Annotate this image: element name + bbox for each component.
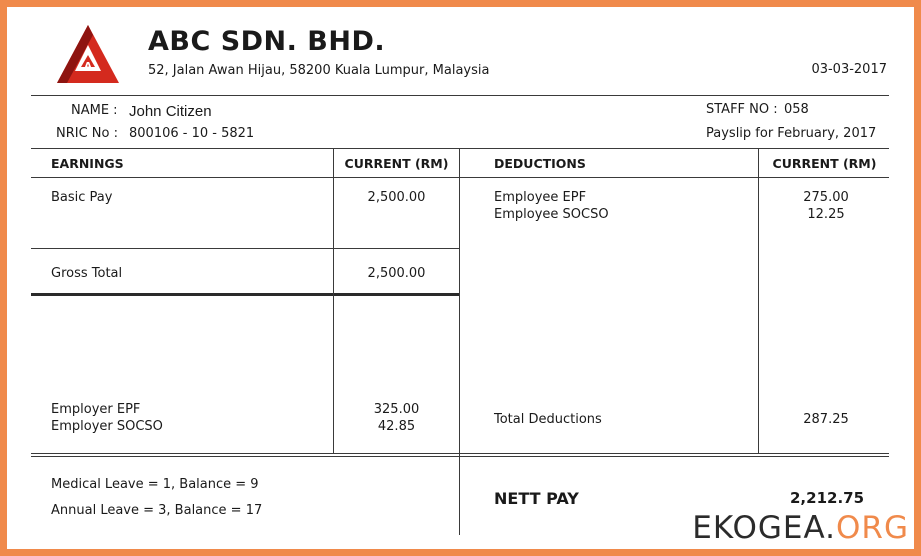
payslip-period: Payslip for February, 2017 (706, 126, 877, 141)
table-bottom-border-1 (31, 453, 889, 454)
nric-label: NRIC No : (56, 126, 118, 141)
table-header-border (31, 177, 889, 178)
employee-socso-label: Employee SOCSO (494, 207, 609, 222)
gross-total-thick-border (31, 293, 460, 296)
company-name: ABC SDN. BHD. (148, 26, 386, 57)
company-address: 52, Jalan Awan Hijau, 58200 Kuala Lumpur, Malaysia (148, 63, 490, 78)
employer-epf-label: Employer EPF (51, 402, 141, 417)
watermark-logo (690, 510, 911, 546)
employee-epf-label: Employee EPF (494, 190, 587, 205)
svg-text:A: A (84, 61, 92, 72)
header-divider (31, 95, 889, 96)
nett-pay-value: 2,212.75 (790, 489, 865, 507)
watermark-part1: EKOGEA. (692, 510, 837, 546)
deductions-current-header: CURRENT (RM) (772, 156, 877, 171)
deductions-header: DEDUCTIONS (494, 156, 586, 171)
nric-value: 800106 - 10 - 5821 (129, 126, 255, 141)
employee-epf-value: 275.00 (803, 190, 849, 205)
watermark-part2: ORG (836, 510, 909, 546)
basic-pay-label: Basic Pay (51, 190, 113, 205)
table-top-border (31, 148, 889, 149)
table-bottom-border-2 (31, 456, 889, 457)
company-logo-icon (55, 23, 121, 85)
total-deductions-label: Total Deductions (494, 412, 602, 427)
total-deductions-value: 287.25 (803, 412, 849, 427)
basic-row-border (31, 248, 459, 249)
payslip-date: 03-03-2017 (811, 62, 887, 77)
basic-pay-value: 2,500.00 (367, 190, 426, 205)
gross-total-label: Gross Total (51, 266, 123, 281)
earnings-current-header: CURRENT (RM) (344, 156, 449, 171)
earnings-header: EARNINGS (51, 156, 124, 171)
staff-no-value: 058 (784, 102, 809, 117)
name-label: NAME : (71, 103, 118, 118)
employer-socso-value: 42.85 (377, 419, 416, 434)
employer-epf-value: 325.00 (373, 402, 420, 417)
annual-leave-text: Annual Leave = 3, Balance = 17 (51, 503, 263, 518)
gross-total-value: 2,500.00 (367, 266, 426, 281)
employee-name: John Citizen (129, 103, 212, 120)
medical-leave-text: Medical Leave = 1, Balance = 9 (51, 477, 259, 492)
center-column-divider (459, 149, 460, 535)
nett-pay-label: NETT PAY (494, 489, 579, 508)
employer-socso-label: Employer SOCSO (51, 419, 163, 434)
employee-socso-value: 12.25 (807, 207, 845, 222)
staff-no-label: STAFF NO : (706, 102, 778, 117)
